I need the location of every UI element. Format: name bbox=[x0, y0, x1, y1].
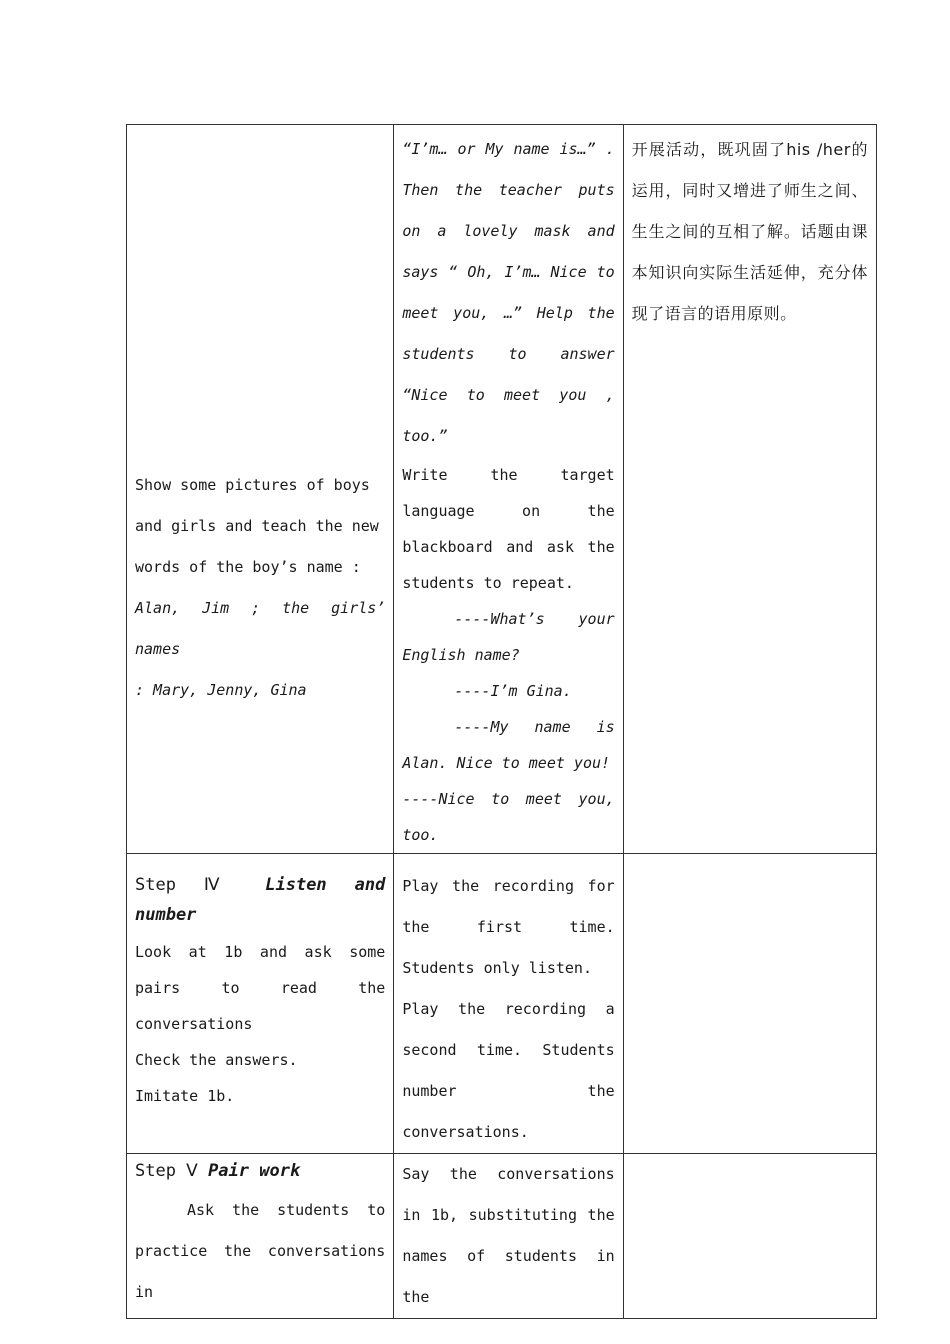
activity-cell bbox=[127, 1154, 394, 1319]
dialog-line: ----I’m Gina. bbox=[454, 682, 572, 700]
activity-line: and girls and teach the new bbox=[135, 517, 379, 535]
purpose-cell bbox=[623, 854, 876, 1154]
lesson-plan-table bbox=[126, 124, 877, 1319]
activity-line: Check the answers. bbox=[135, 1051, 298, 1069]
step-heading bbox=[135, 1156, 385, 1186]
dialog-line: ----My name is Alan. Nice to meet you! bbox=[402, 718, 615, 772]
step-heading bbox=[135, 870, 385, 930]
activity-line: : Mary, Jenny, Gina bbox=[135, 681, 307, 699]
step-number: Step Ⅳ bbox=[135, 875, 238, 895]
activity-line: words of the boy’s name : bbox=[135, 558, 361, 576]
table-row bbox=[127, 125, 877, 854]
table-row bbox=[127, 1154, 877, 1319]
teacher-paragraph: Say the conversations in 1b, substituting the names of students in the bbox=[402, 1165, 615, 1306]
activity-cell bbox=[127, 854, 394, 1154]
teacher-activity-cell bbox=[394, 854, 623, 1154]
activity-line: Ask the students to practice the conversations in bbox=[135, 1201, 386, 1301]
activity-line: Look at 1b and ask some pairs to read the conversations bbox=[135, 943, 386, 1033]
teacher-paragraph: Play the recording for the first time. Students only listen. bbox=[402, 877, 615, 977]
step-number: Step Ⅴ bbox=[135, 1161, 198, 1181]
teacher-activity-cell bbox=[394, 1154, 623, 1319]
dialog-line: ----Nice to meet you, too. bbox=[402, 790, 615, 844]
step-title: Listen and number bbox=[135, 875, 386, 925]
teacher-paragraph: Play the recording a second time. Students number the conversations. bbox=[402, 1000, 615, 1141]
activity-line: Imitate 1b. bbox=[135, 1087, 235, 1105]
activity-cell bbox=[127, 125, 394, 854]
dialog-line: ----What’s your English name? bbox=[402, 610, 615, 664]
activity-line: Alan, Jim ; the girls’ names bbox=[135, 599, 386, 658]
teacher-paragraph: “I’m… or My name is…” . Then the teacher puts on a lovely mask and says “ Oh, I’m… Nice to meet you, …” Help the students to answer “Nice to meet you , too.” bbox=[402, 140, 615, 445]
table-row bbox=[127, 854, 877, 1154]
teacher-paragraph: Write the target language on the blackboard and ask the students to repeat. bbox=[402, 466, 615, 592]
purpose-cell bbox=[623, 125, 876, 854]
step-title: Pair work bbox=[208, 1161, 301, 1181]
purpose-cell bbox=[623, 1154, 876, 1319]
purpose-text: 开展活动，既巩固了his /her的运用，同时又增进了师生之间、生生之间的互相了解。话题由课本知识向实际生活延伸，充分体现了语言的语用原则。 bbox=[631, 140, 868, 323]
teacher-activity-cell bbox=[394, 125, 623, 854]
activity-line: Show some pictures of boys bbox=[135, 476, 370, 494]
